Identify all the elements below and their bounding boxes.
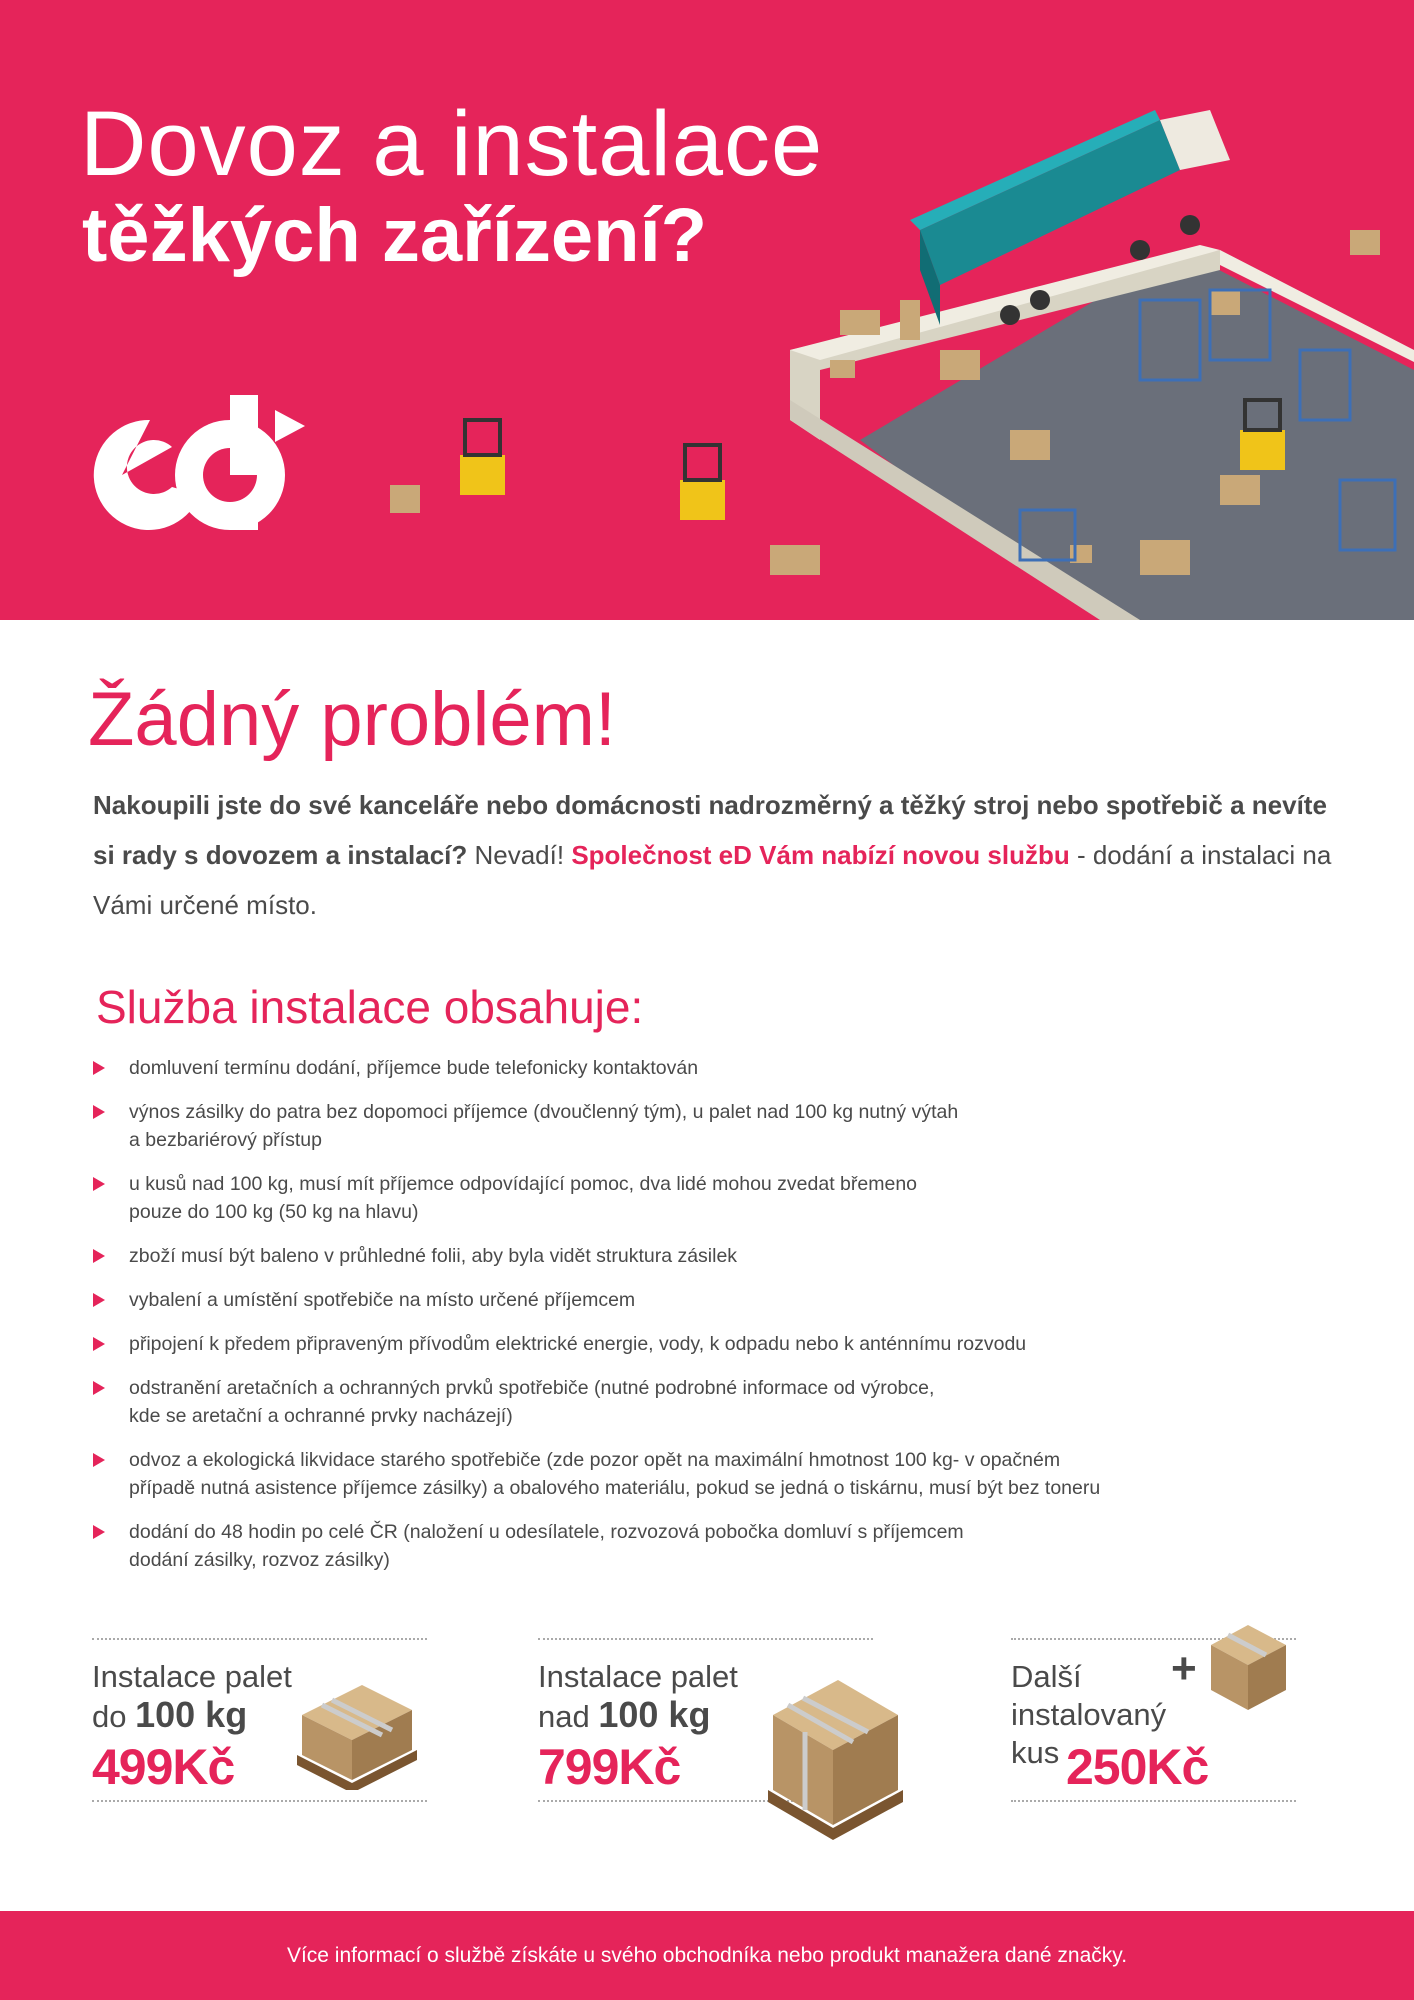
- service-item-line1: vybalení a umístění spotřebiče na místo určené příjemcem: [129, 1289, 636, 1311]
- service-item: [93, 1330, 1393, 1358]
- intro-plain: Nevadí!: [467, 840, 572, 870]
- service-item-line2: případě nutná asistence příjemce zásilky) a obalového materiálu, pokud se jedná o tiskárnu, musí být bez toneru: [129, 1477, 1101, 1499]
- service-item-line1: připojení k předem připraveným přívodům elektrické energie, vody, k odpadu nebo k anténnímu rozvodu: [129, 1333, 1027, 1355]
- hero-banner: [0, 0, 1414, 620]
- service-item-line1: u kusů nad 100 kg, musí mít příjemce odpovídající pomoc, dva lidé mohou zvedat břemeno: [129, 1173, 918, 1195]
- bullet-arrow-icon: [93, 1061, 105, 1075]
- price-value: 799Kč: [538, 1739, 681, 1795]
- service-item: [93, 1098, 1393, 1154]
- bullet-arrow-icon: [93, 1337, 105, 1351]
- price-label-line1: Instalace palet: [538, 1659, 738, 1694]
- service-item: [93, 1242, 1393, 1270]
- price-value: 250Kč: [1066, 1739, 1209, 1795]
- price-card-over-100kg: [538, 1638, 873, 1802]
- price-label: [92, 1658, 292, 1736]
- service-item-line2: a bezbariérový přístup: [129, 1129, 322, 1151]
- price-value: 499Kč: [92, 1739, 235, 1795]
- price-weight: 100 kg: [135, 1694, 248, 1735]
- warehouse-illustration: [380, 100, 1414, 620]
- price-label-line1: Instalace palet: [92, 1659, 292, 1694]
- intro-bold: Nakoupili jste do své kanceláře nebo domácnosti nadrozměrný a těžký stroj nebo spotřebič a nevíte si rady s dovozem a instalací?: [93, 790, 1327, 870]
- hero-title-line2: těžkých zařízení?: [82, 193, 708, 278]
- price-label: [538, 1658, 738, 1736]
- bullet-arrow-icon: [93, 1525, 105, 1539]
- service-item-line1: odstranění aretačních a ochranných prvků spotřebiče (nutné podrobné informace od výrobce,: [129, 1377, 935, 1399]
- service-item-line1: zboží musí být baleno v průhledné folii, aby byla vidět struktura zásilek: [129, 1245, 738, 1267]
- price-card-extra-item: [1011, 1638, 1296, 1802]
- service-item-line2: pouze do 100 kg (50 kg na hlavu): [129, 1201, 419, 1223]
- hero-title-line1: Dovoz a instalace: [80, 93, 824, 195]
- plus-icon: +: [1171, 1644, 1197, 1693]
- service-item: [93, 1446, 1393, 1502]
- bullet-arrow-icon: [93, 1249, 105, 1263]
- section-heading-no-problem: Žádný problém!: [88, 677, 617, 762]
- ed-logo: [80, 380, 330, 535]
- service-item: [93, 1054, 1393, 1082]
- pallet-small-icon: [282, 1665, 422, 1790]
- bullet-arrow-icon: [93, 1177, 105, 1191]
- price-card-under-100kg: [92, 1638, 427, 1802]
- service-item-line2: kde se aretační a ochranné prvky nacházejí): [129, 1405, 513, 1427]
- intro-highlight: Společnost eD Vám nabízí novou službu: [571, 840, 1070, 870]
- price-label-line3: kus: [1011, 1735, 1060, 1770]
- price-label-line2: instalovaný: [1011, 1697, 1167, 1732]
- price-label-line2: do: [92, 1699, 127, 1734]
- box-icon: [1206, 1620, 1291, 1715]
- service-item-line1: domluvení termínu dodání, příjemce bude telefonicky kontaktován: [129, 1057, 699, 1079]
- bullet-arrow-icon: [93, 1453, 105, 1467]
- service-item: [93, 1286, 1393, 1314]
- footer-text: Více informací o službě získáte u svého obchodníka nebo produkt manažera dané značky.: [286, 1944, 1128, 1967]
- bullet-arrow-icon: [93, 1105, 105, 1119]
- services-heading: Služba instalace obsahuje:: [96, 981, 644, 1033]
- price-label-line2: nad: [538, 1699, 590, 1734]
- pallet-large-icon: [753, 1670, 913, 1845]
- price-label-line1: Další: [1011, 1659, 1082, 1694]
- service-item: [93, 1518, 1393, 1574]
- service-item: [93, 1374, 1393, 1430]
- bullet-arrow-icon: [93, 1293, 105, 1307]
- service-item-line1: dodání do 48 hodin po celé ČR (naložení u odesílatele, rozvozová pobočka domluví s příjemcem: [129, 1521, 964, 1543]
- intro-paragraph: [93, 780, 1353, 930]
- service-item-line1: výnos zásilky do patra bez dopomoci příjemce (dvoučlenný tým), u palet nad 100 kg nutný výtah: [129, 1101, 959, 1123]
- service-item: [93, 1170, 1393, 1226]
- footer-bar: [0, 1911, 1414, 2000]
- service-item-line1: odvoz a ekologická likvidace starého spotřebiče (zde pozor opět na maximální hmotnost 100 kg- v opačném: [129, 1449, 1061, 1471]
- price-weight: 100 kg: [598, 1694, 711, 1735]
- bullet-arrow-icon: [93, 1381, 105, 1395]
- service-item-line2: dodání zásilky, rozvoz zásilky): [129, 1549, 390, 1571]
- services-list: [93, 1054, 1393, 1590]
- intro-tail: - dodání a instalaci na Vámi určené místo.: [93, 840, 1332, 920]
